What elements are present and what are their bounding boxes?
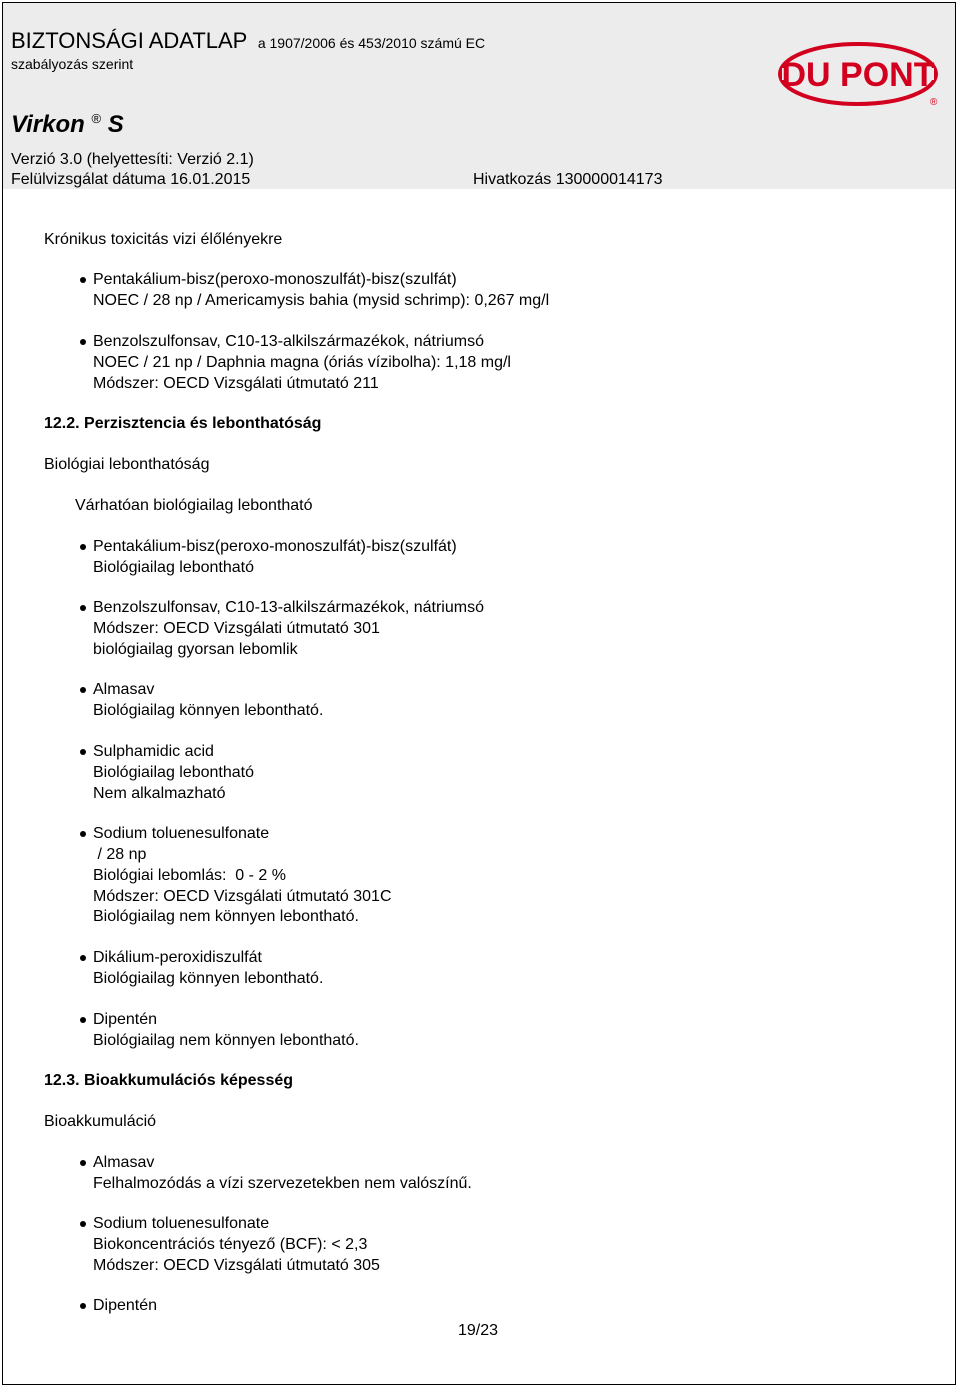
- chronic-item-name: Benzolszulfonsav, C10-13-alkilszármazékok, nátriumsó: [93, 333, 484, 350]
- bullet-icon: [80, 1017, 86, 1023]
- biodeg-item-name: Pentakálium-bisz(peroxo-monoszulfát)-bisz(szulfát): [93, 538, 457, 555]
- bioacc-item-line: Biokoncentrációs tényező (BCF): < 2,3: [93, 1236, 368, 1253]
- biodeg-item-line: biológiailag gyorsan lebomlik: [93, 641, 298, 658]
- document-header: [3, 3, 955, 189]
- bullet-icon: [80, 687, 86, 693]
- product-suffix: S: [107, 111, 124, 138]
- biodeg-item-line: Biológiailag lebontható: [93, 559, 255, 576]
- biodeg-item-line: Biológiailag nem könnyen lebontható.: [93, 1032, 359, 1049]
- biodeg-item-line: Nem alkalmazható: [93, 785, 226, 802]
- biodeg-item-line: Biológiailag könnyen lebontható.: [93, 702, 324, 719]
- biodeg-item-name: Sulphamidic acid: [93, 743, 214, 760]
- product-name: [11, 111, 124, 139]
- chronic-item-line: NOEC / 28 np / Americamysis bahia (mysid schrimp): 0,267 mg/l: [93, 292, 550, 309]
- chronic-toxicity-heading: Krónikus toxicitás vizi élőlényekre: [44, 231, 283, 248]
- page-number: 19/23: [458, 1322, 499, 1339]
- logo-text: DU PONT: [781, 56, 935, 94]
- bullet-icon: [80, 544, 86, 550]
- bioacc-item-name: Dipentén: [93, 1297, 158, 1314]
- section-12-3-heading: 12.3. Bioakkumulációs képesség: [44, 1072, 294, 1089]
- biodeg-item-line: Módszer: OECD Vizsgálati útmutató 301C: [93, 888, 392, 905]
- biodegradability-expected: Várhatóan biológiailag lebontható: [75, 497, 313, 514]
- registered-mark: ®: [91, 111, 102, 126]
- bioacc-item-line: Módszer: OECD Vizsgálati útmutató 305: [93, 1257, 380, 1274]
- biodeg-item-line: / 28 np: [93, 846, 147, 863]
- review-date: Felülvizsgálat dátuma 16.01.2015: [11, 171, 251, 188]
- biodeg-item-line: Biológiailag nem könnyen lebontható.: [93, 908, 359, 925]
- section-12-2-heading: 12.2. Perzisztencia és lebonthatóság: [44, 415, 322, 432]
- biodeg-item-line: Biológiailag könnyen lebontható.: [93, 970, 324, 987]
- bioaccumulation-heading: Bioakkumuláció: [44, 1113, 157, 1130]
- header-title-line: [11, 28, 485, 54]
- biodegradability-heading: Biológiai lebonthatóság: [44, 456, 210, 473]
- bullet-icon: [80, 605, 86, 611]
- biodeg-item-name: Almasav: [93, 681, 155, 698]
- chronic-item-line: Módszer: OECD Vizsgálati útmutató 211: [93, 375, 379, 392]
- bullet-icon: [80, 1303, 86, 1309]
- product-name-text: Virkon: [11, 111, 85, 138]
- bullet-icon: [80, 1160, 86, 1166]
- dupont-logo: [778, 41, 943, 107]
- bullet-icon: [80, 749, 86, 755]
- biodeg-item-name: Dipentén: [93, 1011, 158, 1028]
- version-info: Verzió 3.0 (helyettesíti: Verzió 2.1): [11, 151, 254, 168]
- bioacc-item-name: Sodium toluenesulfonate: [93, 1215, 270, 1232]
- biodeg-item-name: Benzolszulfonsav, C10-13-alkilszármazékok, nátriumsó: [93, 599, 484, 616]
- biodeg-item-line: Biológiailag lebontható: [93, 764, 255, 781]
- biodeg-item-name: Dikálium-peroxidiszulfát: [93, 949, 262, 966]
- bioacc-item-line: Felhalmozódás a vízi szervezetekben nem valószínű.: [93, 1175, 472, 1192]
- bullet-icon: [80, 1221, 86, 1227]
- chronic-item-name: Pentakálium-bisz(peroxo-monoszulfát)-bisz(szulfát): [93, 271, 457, 288]
- biodeg-item-line: Biológiai lebomlás: 0 - 2 %: [93, 867, 286, 884]
- logo-registered-mark: ®: [930, 97, 938, 107]
- bioacc-item-name: Almasav: [93, 1154, 155, 1171]
- bullet-icon: [80, 831, 86, 837]
- biodeg-item-line: Módszer: OECD Vizsgálati útmutató 301: [93, 620, 380, 637]
- bullet-icon: [80, 277, 86, 283]
- document-title: BIZTONSÁGI ADATLAP: [11, 28, 248, 53]
- biodeg-item-name: Sodium toluenesulfonate: [93, 825, 270, 842]
- chronic-item-line: NOEC / 21 np / Daphnia magna (óriás vízibolha): 1,18 mg/l: [93, 354, 511, 371]
- bullet-icon: [80, 339, 86, 345]
- regulation-reference: a 1907/2006 és 453/2010 számú EC: [257, 35, 486, 51]
- bullet-icon: [80, 955, 86, 961]
- regulation-continuation: szabályozás szerint: [11, 56, 134, 72]
- reference-number: Hivatkozás 130000014173: [473, 171, 663, 188]
